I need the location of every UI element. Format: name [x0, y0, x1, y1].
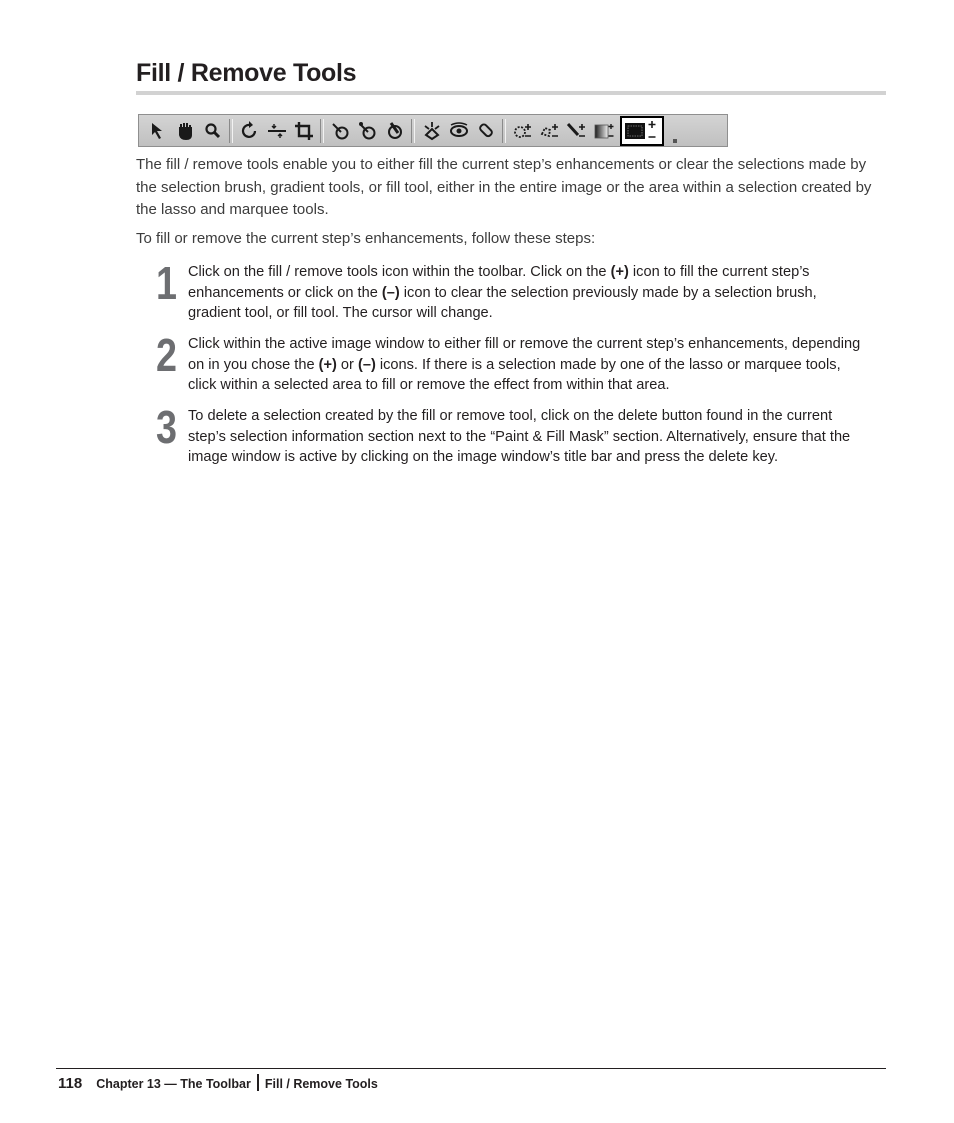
- page-number: 118: [58, 1075, 83, 1092]
- toolbar-separator: [229, 119, 233, 143]
- pointer-icon: [145, 117, 172, 144]
- icon-symbol-text: (–): [357, 356, 376, 373]
- toolbar-separator: [502, 119, 506, 143]
- red-eye-icon: [327, 117, 354, 144]
- step-text-run: Click within the active image window to either fill or remove the current step’s enhancements, depending on in you chose the: [188, 336, 861, 373]
- fill-remove-icon: [620, 116, 664, 146]
- toolbar-separator: [411, 119, 415, 143]
- step-text-run: icons. If there is a selection made by one of the lasso or marquee tools, click within a selected area to fill or remove the effect from within that area.: [188, 356, 841, 393]
- footer-divider: [257, 1074, 259, 1091]
- footer-rule: [56, 1068, 886, 1069]
- toolbar-group-redeye: [327, 115, 408, 146]
- toolbar-grip: [668, 117, 678, 145]
- straighten-icon: [263, 117, 290, 144]
- rotate-icon: [236, 117, 263, 144]
- toolbar-group-transform: [236, 115, 317, 146]
- icon-symbol-text: (–): [381, 284, 400, 301]
- footer-chapter: Chapter 13 — The Toolbar: [96, 1077, 251, 1091]
- gradient-icon: [590, 117, 617, 144]
- step-number: 2: [156, 329, 177, 381]
- step-text: [188, 262, 868, 324]
- step-text: [188, 334, 868, 396]
- toolbar-group-retouch: [418, 115, 499, 146]
- step-text-run: Click on the fill / remove tools icon within the toolbar. Click on the: [188, 264, 611, 280]
- crop-icon: [290, 117, 317, 144]
- retouch-brush-icon: [418, 117, 445, 144]
- polygon-lasso-icon: [536, 117, 563, 144]
- lch-brush-icon: [472, 117, 499, 144]
- intro-paragraph: The fill / remove tools enable you to either fill the current step’s enhancements or clear the selections made by the selection brush, gradient tools, or fill tool, either in the entire image or the area within a selection created by the lasso and marquee tools.: [136, 156, 872, 218]
- step-text-run: To delete a selection created by the fill or remove tool, click on the delete button found in the current step’s selection information section next to the “Paint & Fill Mask” section. Alternatively, ensure that the image window is active by clicking on the image window’s title bar and press the delete key.: [188, 408, 851, 465]
- steps-lead-paragraph: To fill or remove the current step’s enhancements, follow these steps:: [136, 230, 596, 247]
- red-eye-auto-icon: [354, 117, 381, 144]
- title-rule: [136, 91, 886, 95]
- step-text-run: icon to clear the selection previously made by a selection brush, gradient tool, or fill tool. The cursor will change.: [188, 284, 817, 321]
- selection-brush-icon: [563, 117, 590, 144]
- hand-icon: [172, 117, 199, 144]
- red-eye-pen-icon: [381, 117, 408, 144]
- page-title: Fill / Remove Tools: [136, 59, 357, 87]
- icon-symbol-text: (+): [318, 356, 337, 373]
- icon-symbol-text: (+): [610, 264, 629, 280]
- toolbar-group-selection: [509, 115, 664, 146]
- step-text-run: or: [336, 356, 358, 373]
- toolbar-image: [138, 114, 728, 147]
- page-footer: [58, 1071, 378, 1095]
- lasso-icon: [509, 117, 536, 144]
- zoom-icon: [199, 117, 226, 144]
- step-text-run: icon to fill the current step’s enhancements or click on the: [188, 264, 810, 301]
- footer-section: Fill / Remove Tools: [264, 1077, 378, 1091]
- step-text: [188, 406, 868, 468]
- step-number: 1: [156, 257, 177, 309]
- toolbar-group-navigation: [145, 115, 226, 146]
- auto-retouch-icon: [445, 117, 472, 144]
- step-number: 3: [156, 401, 177, 453]
- toolbar-separator: [320, 119, 324, 143]
